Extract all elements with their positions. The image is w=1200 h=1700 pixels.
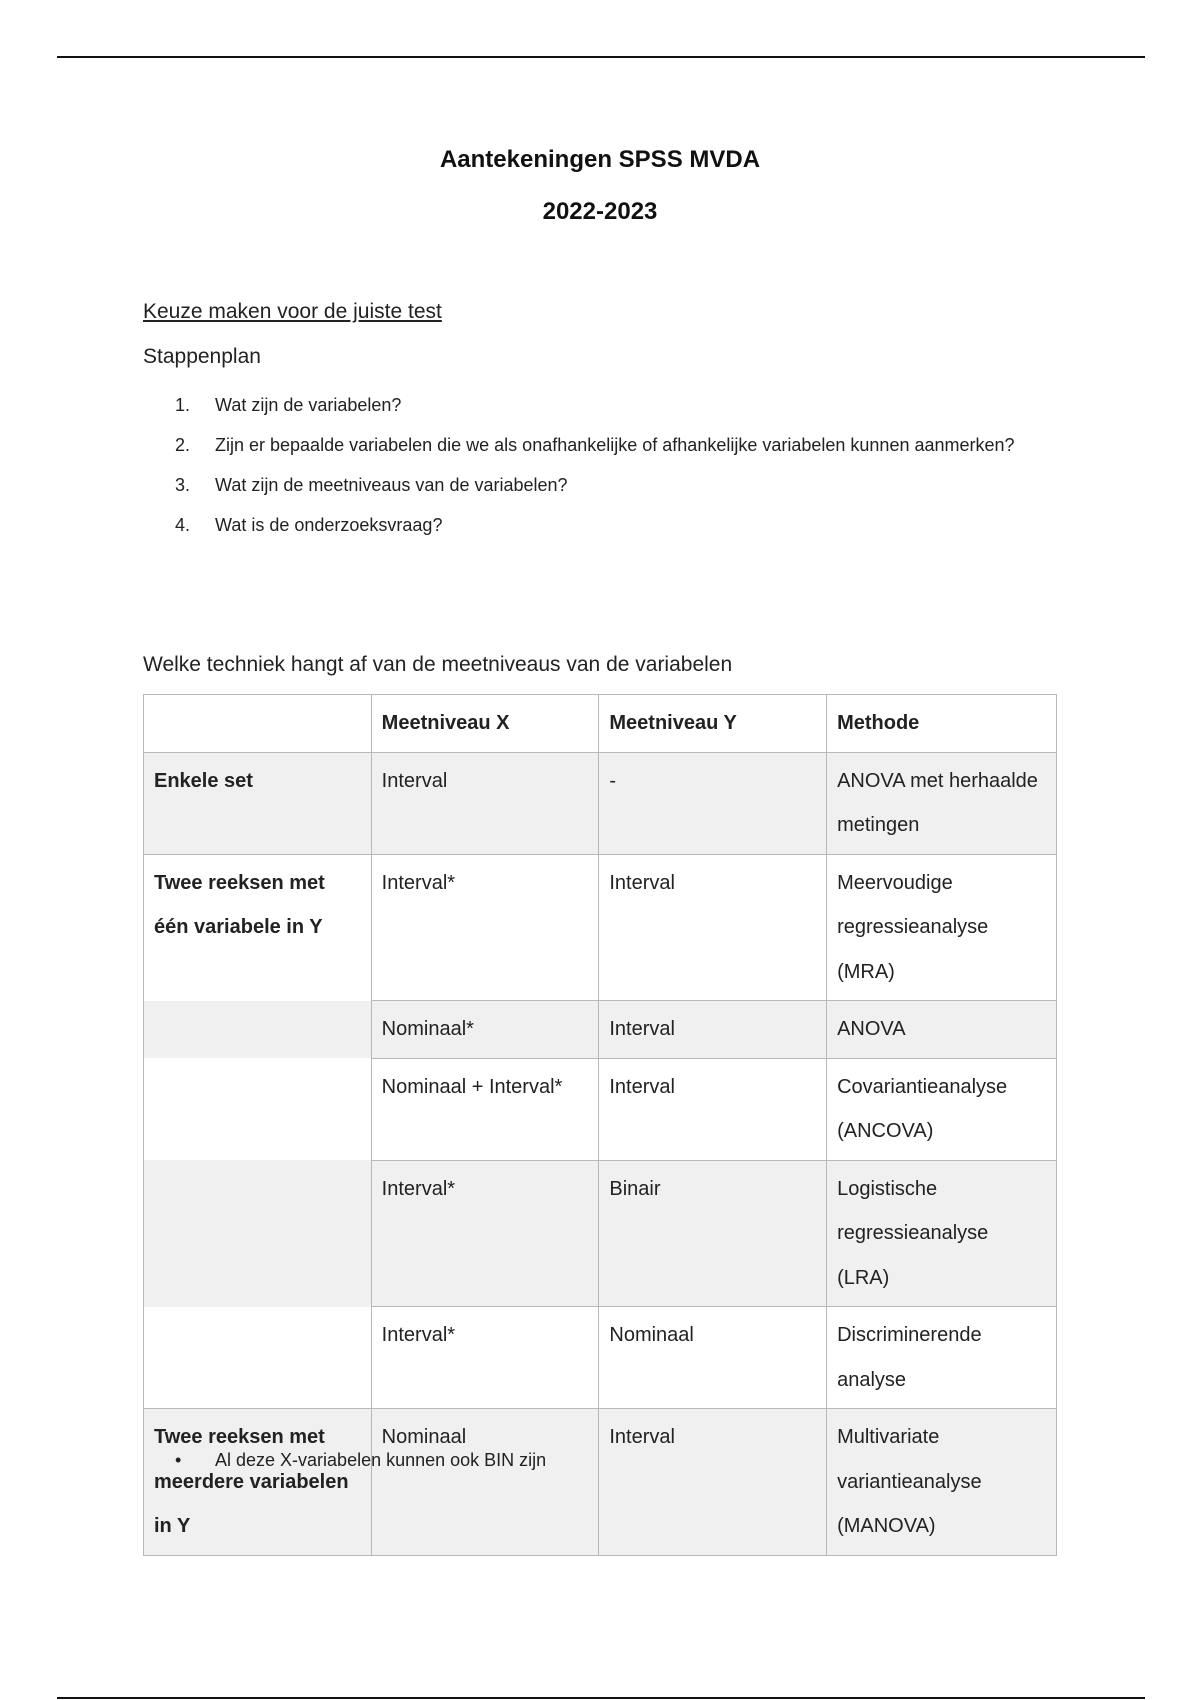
table-row	[144, 752, 1057, 854]
y-cell: Interval	[599, 1409, 827, 1556]
x-cell: Nominaal*	[371, 1001, 599, 1059]
step-number: 2.	[175, 435, 191, 455]
method-cell: Multivariate variantieanalyse (MANOVA)	[827, 1409, 1057, 1556]
step-text: Wat zijn de meetniveaus van de variabelen?	[215, 475, 568, 495]
method-cell: ANOVA	[827, 1001, 1057, 1059]
footnote-text: Al deze X-variabelen kunnen ook BIN zijn	[215, 1450, 547, 1470]
list-item	[175, 465, 1075, 505]
table-caption: Welke techniek hangt af van de meetniveaus van de variabelen	[143, 653, 733, 676]
step-text: Wat is de onderzoeksvraag?	[215, 515, 443, 535]
group-cell	[144, 1307, 372, 1409]
header-cell-empty	[144, 695, 372, 753]
y-cell: Interval	[599, 1058, 827, 1160]
group-cell: Twee reeksen met één variabele in Y	[144, 854, 372, 1001]
method-cell: Discriminerende analyse	[827, 1307, 1057, 1409]
table-row	[144, 1409, 1057, 1556]
document-title: Aantekeningen SPSS MVDA	[439, 146, 761, 173]
table-row	[144, 1058, 1057, 1160]
x-cell: Interval*	[371, 854, 599, 1001]
y-cell: Interval	[599, 1001, 827, 1059]
group-cell	[144, 1001, 372, 1059]
group-cell	[144, 1058, 372, 1160]
document-year: 2022-2023	[542, 198, 658, 225]
step-text: Wat zijn de variabelen?	[215, 395, 402, 415]
footer-rule	[57, 1697, 1145, 1699]
header-cell-x: Meetniveau X	[371, 695, 599, 753]
steps-heading: Stappenplan	[143, 345, 261, 368]
footnote	[175, 1450, 546, 1471]
x-cell: Nominaal + Interval*	[371, 1058, 599, 1160]
x-cell: Interval*	[371, 1307, 599, 1409]
method-cell: Logistische regressieanalyse (LRA)	[827, 1160, 1057, 1307]
bullet-icon: •	[175, 1450, 182, 1470]
table-row	[144, 1001, 1057, 1059]
step-number: 1.	[175, 395, 191, 415]
table-row	[144, 1160, 1057, 1307]
list-item	[175, 385, 1075, 425]
x-cell: Interval	[371, 752, 599, 854]
y-cell: Nominaal	[599, 1307, 827, 1409]
method-cell: ANOVA met herhaalde metingen	[827, 752, 1057, 854]
header-cell-y: Meetniveau Y	[599, 695, 827, 753]
step-number: 4.	[175, 515, 191, 535]
section-heading: Keuze maken voor de juiste test	[143, 300, 442, 323]
table-row	[144, 854, 1057, 1001]
x-cell: Interval*	[371, 1160, 599, 1307]
group-cell: Twee reeksen met meerdere variabelen in Y	[144, 1409, 372, 1556]
list-item	[175, 425, 1075, 465]
methods-table	[143, 694, 1057, 1556]
method-cell: Meervoudige regressieanalyse (MRA)	[827, 854, 1057, 1001]
step-number: 3.	[175, 475, 191, 495]
group-cell: Enkele set	[144, 752, 372, 854]
x-cell: Nominaal	[371, 1409, 599, 1556]
step-text: Zijn er bepaalde variabelen die we als onafhankelijke of afhankelijke variabelen kunnen aanmerken?	[215, 435, 1015, 455]
table-header-row	[144, 695, 1057, 753]
group-cell	[144, 1160, 372, 1307]
method-cell: Covariantieanalyse (ANCOVA)	[827, 1058, 1057, 1160]
table-row	[144, 1307, 1057, 1409]
y-cell: Binair	[599, 1160, 827, 1307]
y-cell: Interval	[599, 854, 827, 1001]
header-cell-method: Methode	[827, 695, 1057, 753]
list-item	[175, 505, 1075, 545]
y-cell: -	[599, 752, 827, 854]
steps-list	[175, 385, 1075, 545]
header-rule	[57, 56, 1145, 58]
